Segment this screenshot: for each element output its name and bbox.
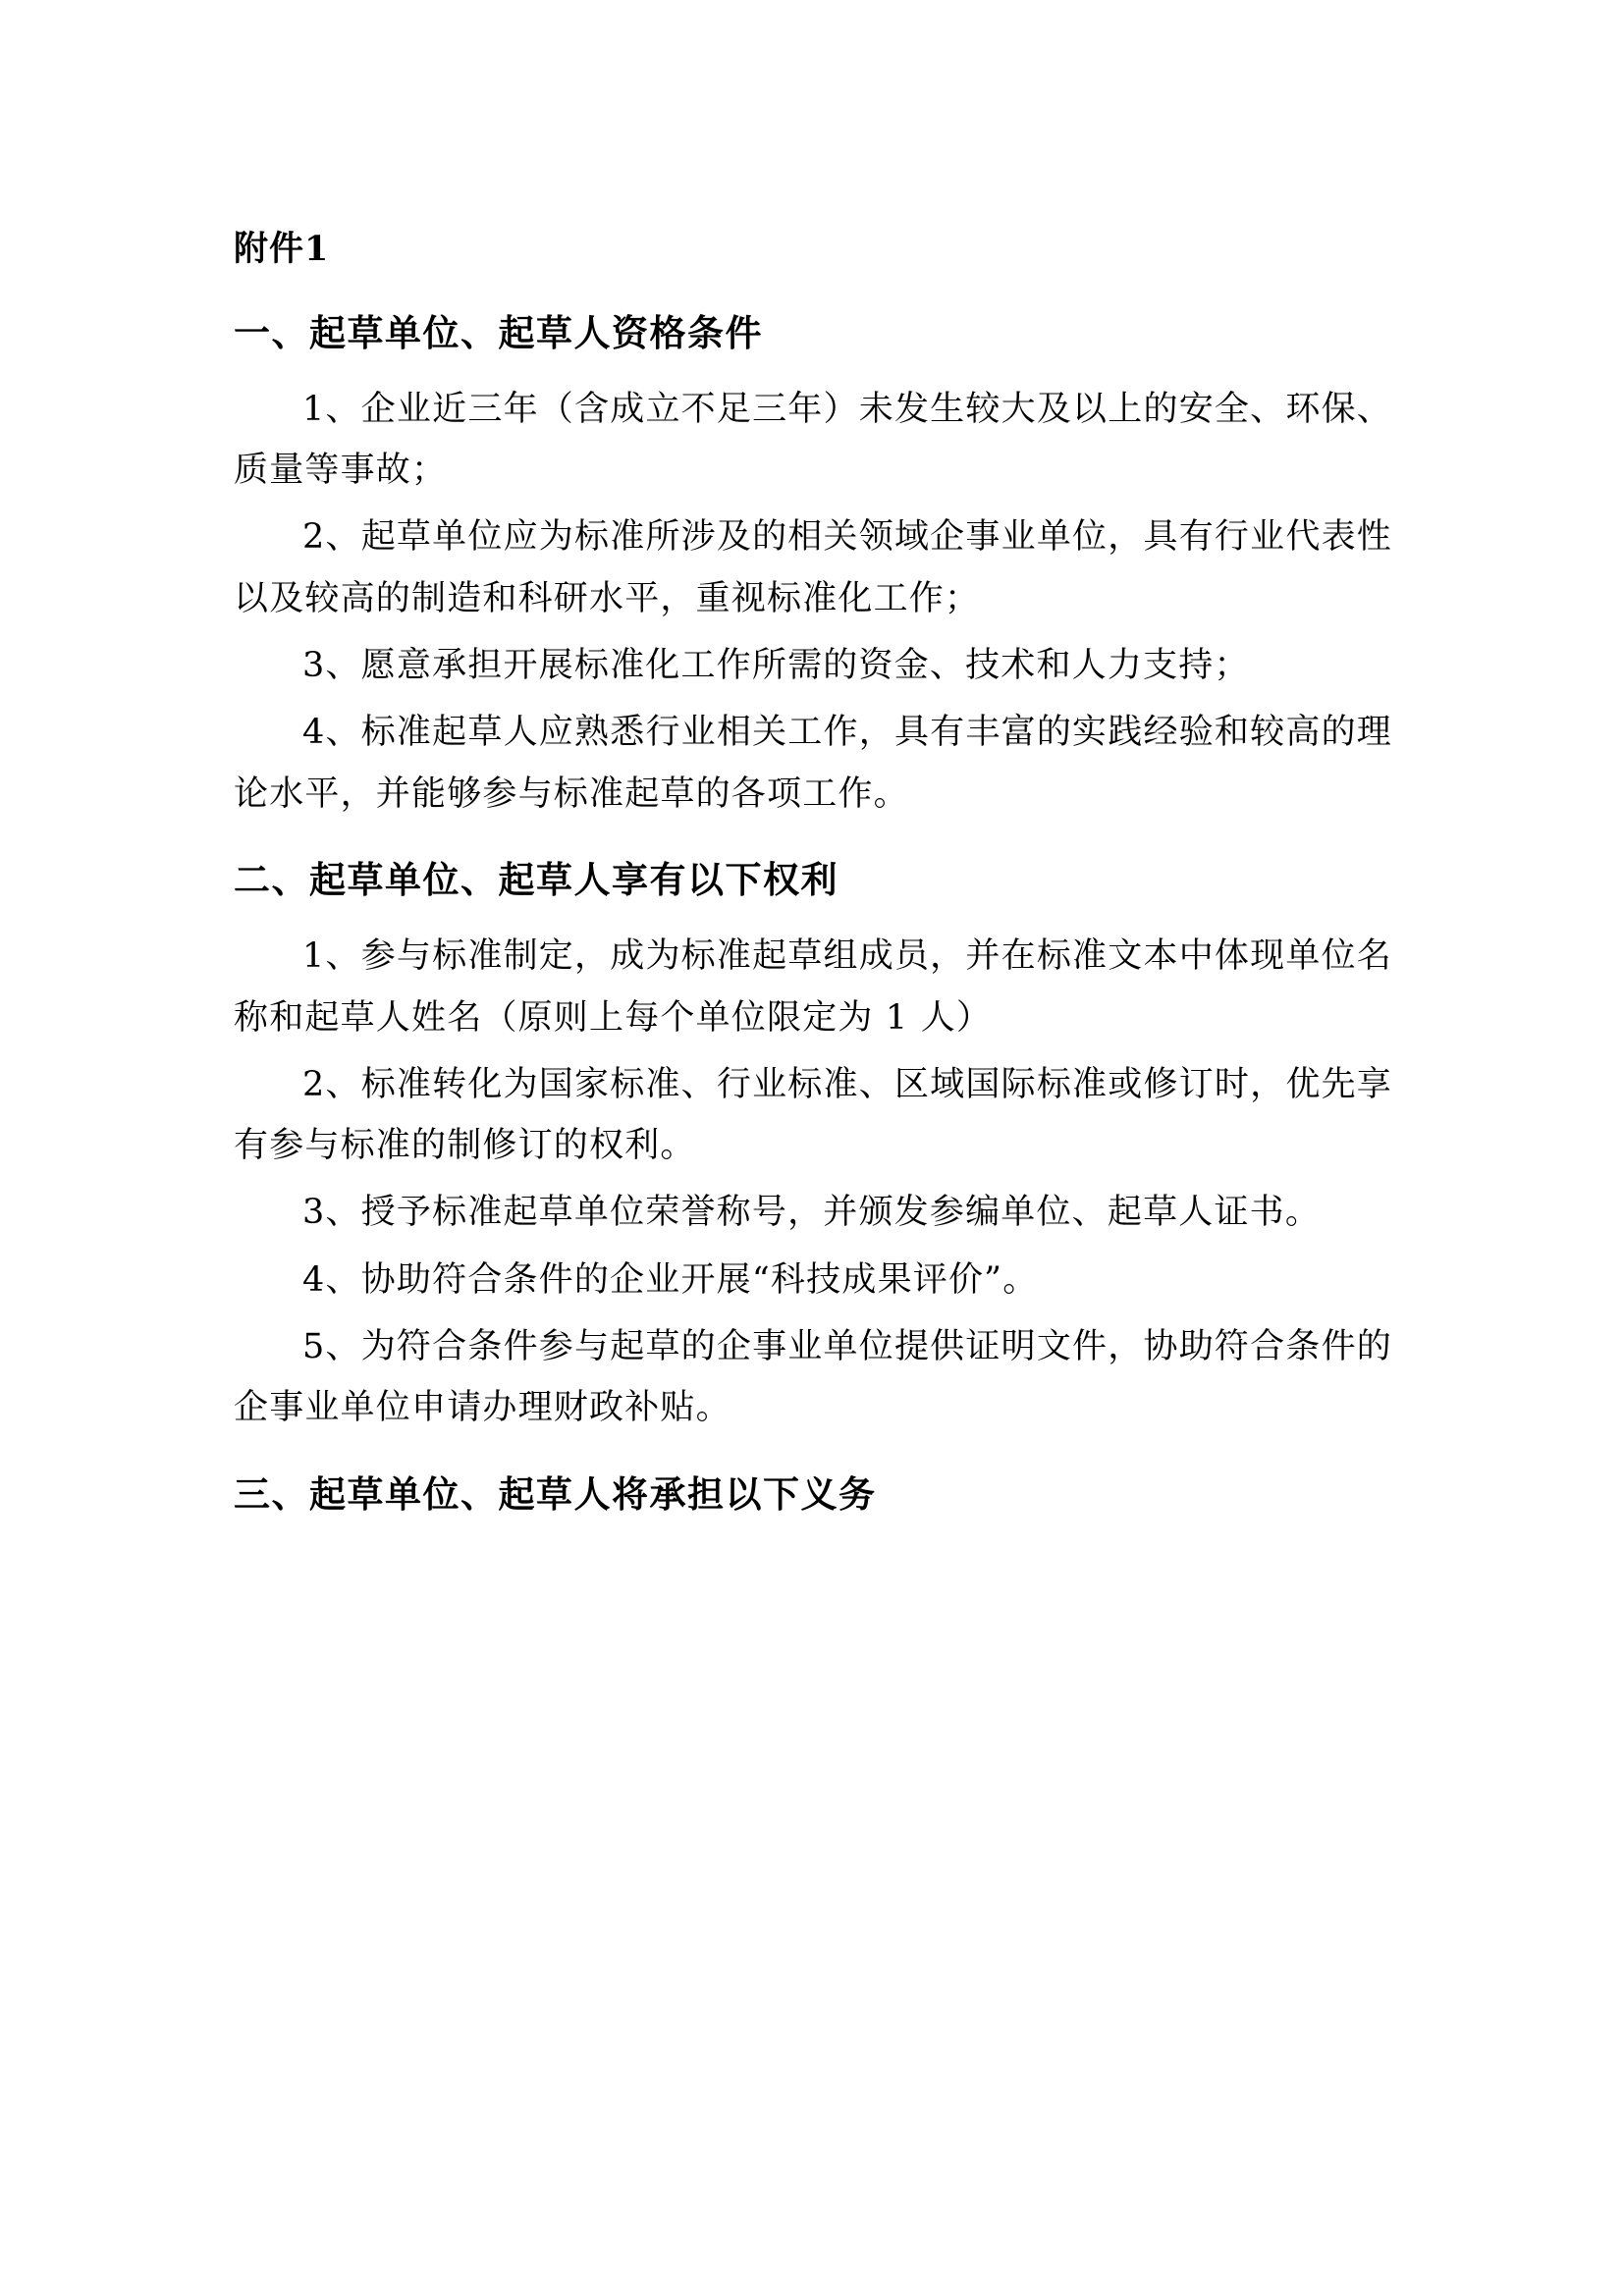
section-2-paragraph-4: 4、协助符合条件的企业开展“科技成果评价”。 <box>302 1259 1039 1300</box>
section-heading-3: 三、起草单位、起草人将承担以下义务 <box>234 1471 877 1516</box>
section-heading-1: 一、起草单位、起草人资格条件 <box>234 310 763 354</box>
section-2-paragraph-5: 5、为符合条件参与起草的企事业单位提供证明文件，协助符合条件的企事业单位申请办理财政补贴。 <box>234 1327 1392 1428</box>
section-2-paragraph-2: 2、标准转化为国家标准、行业标准、区域国际标准或修订时，优先享有参与标准的制修订的权利。 <box>234 1064 1392 1166</box>
section-2-paragraph-1: 1、参与标准制定，成为标准起草组成员，并在标准文本中体现单位名称和起草人姓名（原则上每个单位限定为 1 人） <box>234 936 1392 1038</box>
section-1-paragraph-3: 3、愿意承担开展标准化工作所需的资金、技术和人力支持； <box>302 646 1250 686</box>
section-1-paragraph-2: 2、起草单位应为标准所涉及的相关领域企事业单位，具有行业代表性以及较高的制造和科研水平，重视标准化工作； <box>234 517 1392 618</box>
section-1-paragraph-4: 4、标准起草人应熟悉行业相关工作，具有丰富的实践经验和较高的理论水平，并能够参与标准起草的各项工作。 <box>234 713 1392 814</box>
section-heading-2: 二、起草单位、起草人享有以下权利 <box>234 857 839 901</box>
section-2-paragraph-3: 3、授予标准起草单位荣誉称号，并颁发参编单位、起草人证书。 <box>302 1193 1322 1233</box>
attachment-label: 附件1 <box>234 229 330 269</box>
document-body <box>234 224 1392 1522</box>
section-1-paragraph-1: 1、企业近三年（含成立不足三年）未发生较大及以上的安全、环保、质量等事故； <box>234 389 1392 491</box>
